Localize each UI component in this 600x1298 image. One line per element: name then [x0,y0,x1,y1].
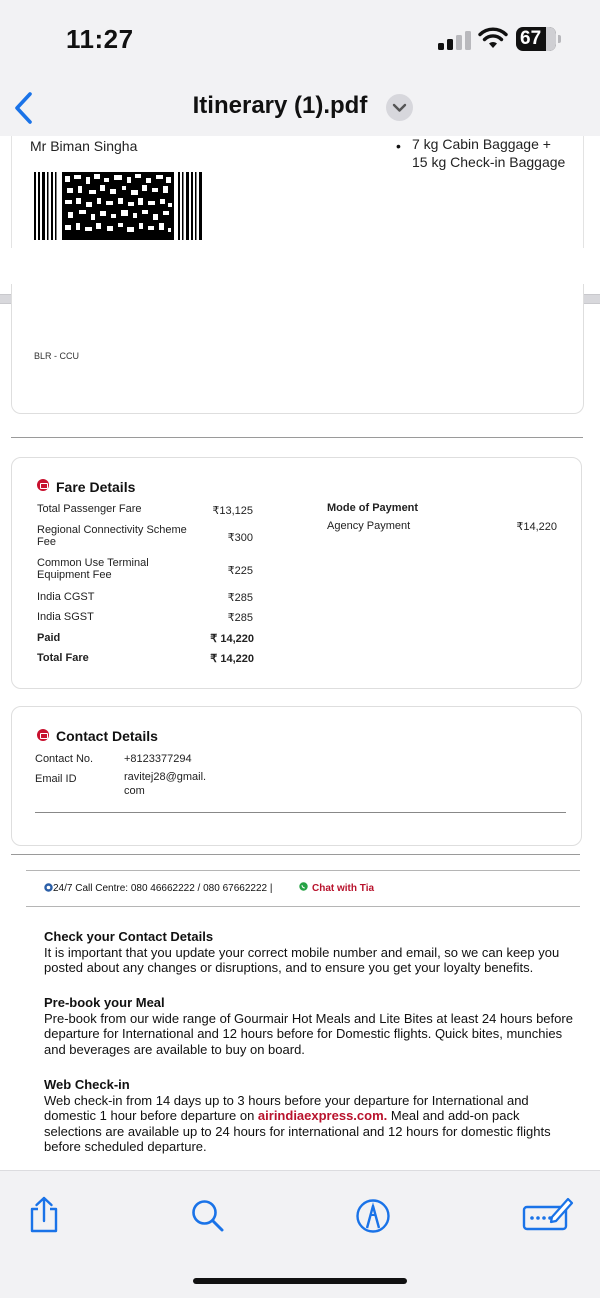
status-bar [0,0,600,80]
phone-icon [44,883,53,892]
fare-row-label: India CGST [37,591,95,603]
airindiaexpress-link[interactable]: airindiaexpress.com. [257,1108,388,1123]
home-indicator[interactable] [193,1278,407,1284]
keyboard-pen-icon[interactable] [522,1195,574,1235]
checkin-info-heading: Web Check-in [44,1077,130,1092]
divider [11,854,580,855]
divider [26,870,580,871]
flight-card [11,284,584,414]
passenger-name: Mr Biman Singha [30,138,138,154]
email-value-line2: com [124,785,145,797]
contact-number-label: Contact No. [35,753,94,765]
email-value-line1: ravitej28@gmail. [124,771,207,783]
fare-row-value: ₹13,125 [212,505,253,517]
wifi-icon [478,26,508,50]
payment-mode-title: Mode of Payment [327,502,419,514]
baggage-line-1: 7 kg Cabin Baggage + [412,136,551,152]
meal-info-section [44,995,574,1057]
document-title[interactable]: Itinerary (1).pdf [192,92,368,119]
divider [35,812,566,813]
call-centre-text: 24/7 Call Centre: 080 46662222 / 080 67662222 | [53,883,273,894]
fare-row-value: ₹285 [227,612,253,624]
checkin-body-pre: Web check-in from 14 days up to 3 hours before your departure for International and domestic 1 hour before departure on [44,1092,529,1123]
nav-bar [0,80,600,136]
title-menu-button[interactable] [386,94,413,121]
chevron-down-icon [386,94,413,121]
fare-paid-label: Paid [37,632,61,644]
fare-details-title: Fare Details [56,479,136,495]
fare-row-label: Total Passenger Fare [37,503,142,515]
battery-level: 67 [520,28,542,49]
route-code: BLR - CCU [34,351,80,361]
share-icon[interactable] [24,1195,64,1235]
contact-number-value: +8123377294 [124,753,192,765]
baggage-line-2: 15 kg Check-in Baggage [412,154,566,170]
status-time: 11:27 [66,24,134,54]
markup-pen-icon[interactable] [353,1195,393,1235]
checkin-info-body [44,1093,574,1155]
boarding-barcode [34,172,204,240]
contact-info-heading: Check your Contact Details [44,929,214,944]
divider [11,437,583,438]
fare-row-label: Regional Connectivity Scheme Fee [37,524,187,548]
pdf-page-1 [0,136,600,294]
checkin-info-section [44,1077,574,1155]
pdf-page-2 [0,304,600,1170]
cellular-signal-icon [438,30,470,50]
fare-icon [37,479,49,491]
payment-mode-value: ₹14,220 [516,521,557,533]
fare-paid-value: ₹ 14,220 [210,633,254,645]
divider [26,906,580,907]
fare-row-value: ₹300 [227,532,253,544]
fare-total-value: ₹ 14,220 [210,653,254,665]
fare-row-value: ₹225 [227,565,253,577]
fare-row-value: ₹285 [227,592,253,604]
bullet: • [396,138,401,154]
contact-details-card [11,706,582,846]
contact-icon [37,729,49,741]
battery-icon [516,27,556,51]
contact-info-section [44,929,574,976]
fare-row-label: India SGST [37,611,94,623]
email-label: Email ID [35,773,77,785]
search-icon[interactable] [188,1195,228,1235]
meal-info-body: Pre-book from our wide range of Gourmair Hot Meals and Lite Bites at least 24 hours before departure for International and 12 hours before for Domestic flights. Quick bites, munchies and beverages are available to buy on board. [44,1010,573,1057]
contact-info-body: It is important that you update your correct mobile number and email, so we can keep you posted about any changes or disruptions, and to ensure you get your loyalty benefits. [44,944,560,975]
chat-with-tia-label[interactable]: Chat with Tia [312,883,375,894]
contact-details-title: Contact Details [56,728,158,744]
chat-with-tia-link[interactable] [312,883,374,895]
fare-row-label: Common Use Terminal Equipment Fee [37,557,149,581]
payment-mode-label: Agency Payment [327,520,411,532]
meal-info-heading: Pre-book your Meal [44,995,165,1010]
whatsapp-icon [299,882,308,891]
fare-total-label: Total Fare [37,652,89,664]
checkin-body-post: Meal and add-on pack selections are available up to 24 hours for international and 12 hours for domestic flights before scheduled departure. [44,1108,551,1154]
